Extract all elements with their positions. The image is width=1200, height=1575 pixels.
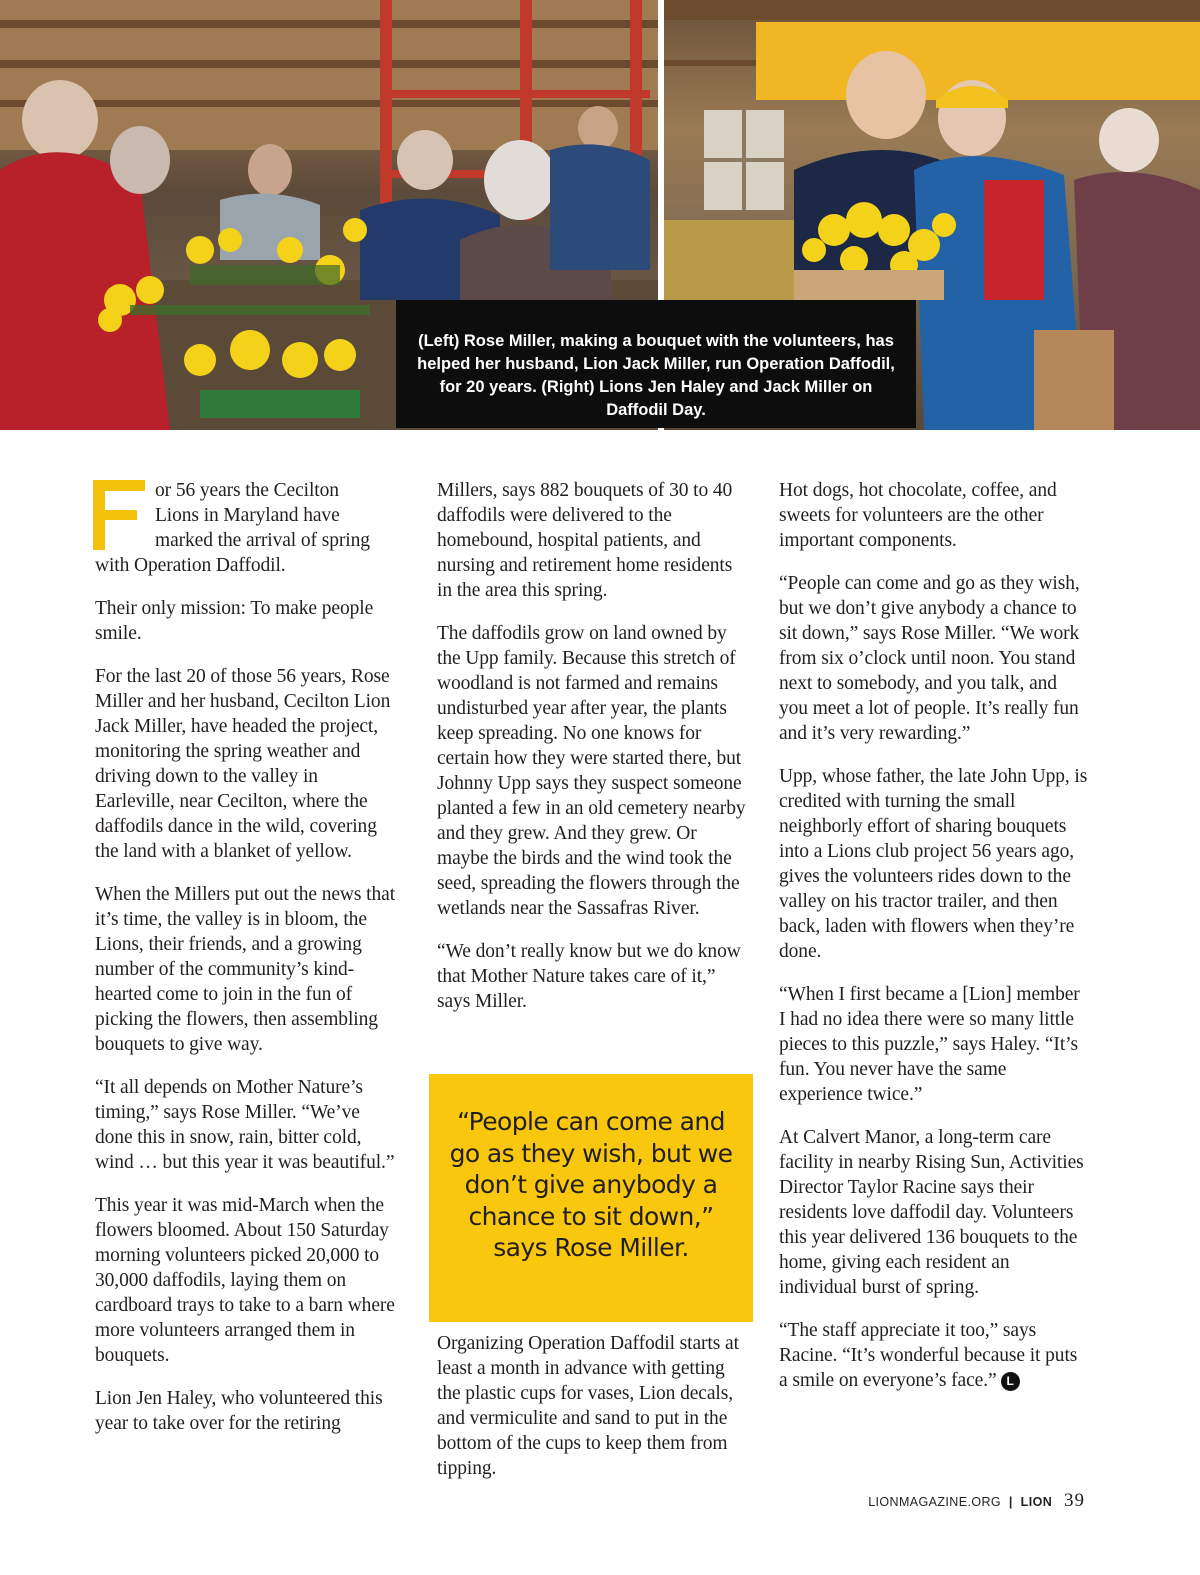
article-column-2-continued [437, 1331, 747, 1481]
paragraph: “When I first became a [Lion] member I had no idea there were so many little pieces to this puzzle,” says Haley. “It’s fun. You never have the same experience twice.” [779, 984, 1080, 1105]
footer-site-link[interactable]: LIONMAGAZINE.ORG [868, 1495, 1001, 1509]
dropcap [93, 480, 145, 550]
paragraph: “We don’t really know but we do know that Mother Nature takes care of it,” says Miller. [437, 941, 741, 1012]
footer-separator: | [1008, 1495, 1013, 1509]
closing-text: “The staff appreciate it too,” says Racine. “It’s wonderful because it puts a smile on everyone’s face.” [779, 1320, 1078, 1391]
paragraph: “People can come and go as they wish, but we don’t give anybody a chance to sit down,” says Rose Miller. “We work from six o’clock until noon. You stand next to somebody, and you talk, and you meet a lot of people. It’s really fun and it’s very rewarding.” [779, 573, 1080, 744]
page-number: 39 [1064, 1490, 1085, 1511]
paragraph: This year it was mid-March when the flowers bloomed. About 150 Saturday morning volunteers picked 20,000 to 30,000 daffodils, laying them on cardboard trays to take to a barn where more volunteers arranged them in bouquets. [95, 1195, 395, 1366]
article-column-3 [779, 478, 1089, 1411]
paragraph: Organizing Operation Daffodil starts at least a month in advance with getting the plastic cups for vases, Lion decals, and vermiculite and sand to put in the bottom of the cups to keep them from tipping. [437, 1333, 739, 1479]
paragraph: “It all depends on Mother Nature’s timing,” says Rose Miller. “We’ve done this in snow, rain, bitter cold, wind … but this year it was beautiful.” [95, 1077, 395, 1173]
article-column-2 [437, 478, 747, 1032]
paragraph: When the Millers put out the news that it’s time, the valley is in bloom, the Lions, their friends, and a growing number of the community’s kind-hearted come to join in the fun of picking the flowers, then assembling bouquets to give way. [95, 884, 396, 1055]
photo-caption: (Left) Rose Miller, making a bouquet with the volunteers, has helped her husband, Lion Jack Miller, run Operation Daffodil, for 20 years. (Right) Lions Jen Haley and Jack Miller on Daffodil Day. [396, 300, 916, 428]
page-footer [840, 1490, 1085, 1514]
pull-quote: “People can come and go as they wish, but we don’t give anybody a chance to sit down,” says Rose Miller. [429, 1074, 753, 1322]
lead-line-3: marked the arrival of spring [155, 530, 370, 551]
paragraph: At Calvert Manor, a long-term care facility in nearby Rising Sun, Activities Director Taylor Racine says their residents love daffodil day. Volunteers this year delivered 136 bouquets to the home, giving each resident an individual burst of spring. [779, 1127, 1084, 1298]
photo-strip [0, 0, 1200, 430]
paragraph: Their only mission: To make people smile. [95, 598, 374, 644]
article-column-1 [95, 478, 401, 1454]
closing-paragraph [779, 1318, 1089, 1393]
paragraph: For the last 20 of those 56 years, Rose Miller and her husband, Cecilton Lion Jack Miller, have headed the project, monitoring the spring weather and driving down to the valley in Earleville, near Cecilton, where the daffodils dance in the wild, covering the land with a blanket of yellow. [95, 666, 391, 862]
lead-paragraph [95, 478, 401, 578]
paragraph: Hot dogs, hot chocolate, coffee, and sweets for volunteers are the other important components. [779, 480, 1057, 551]
lead-line-2: Lions in Maryland have [155, 505, 340, 526]
paragraph: Millers, says 882 bouquets of 30 to 40 daffodils were delivered to the homebound, hospital patients, and nursing and retirement home residents in the area this spring. [437, 480, 733, 601]
footer-brand: LION [1020, 1495, 1053, 1509]
paragraph: The daffodils grow on land owned by the Upp family. Because this stretch of woodland is not farmed and remains undisturbed year after year, the plants keep spreading. No one knows for certain how they were started there, but Johnny Upp says they suspect someone planted a few in an old cemetery nearby and they grew. And they grew. Or maybe the birds and the wind took the seed, spreading the flowers through the wetlands near the Sassafras River. [437, 623, 746, 919]
lead-line-4: with Operation Daffodil. [95, 555, 286, 576]
paragraph: Upp, whose father, the late John Upp, is credited with turning the small neighborly effort of sharing bouquets into a Lions club project 56 years ago, gives the volunteers rides down to the valley on his tractor trailer, and then back, laden with flowers when they’re done. [779, 766, 1088, 962]
paragraph: Lion Jen Haley, who volunteered this year to take over for the retiring [95, 1388, 383, 1434]
lead-line-1: or 56 years the Cecilton [155, 480, 339, 501]
lion-end-mark-icon: L [1001, 1372, 1020, 1391]
